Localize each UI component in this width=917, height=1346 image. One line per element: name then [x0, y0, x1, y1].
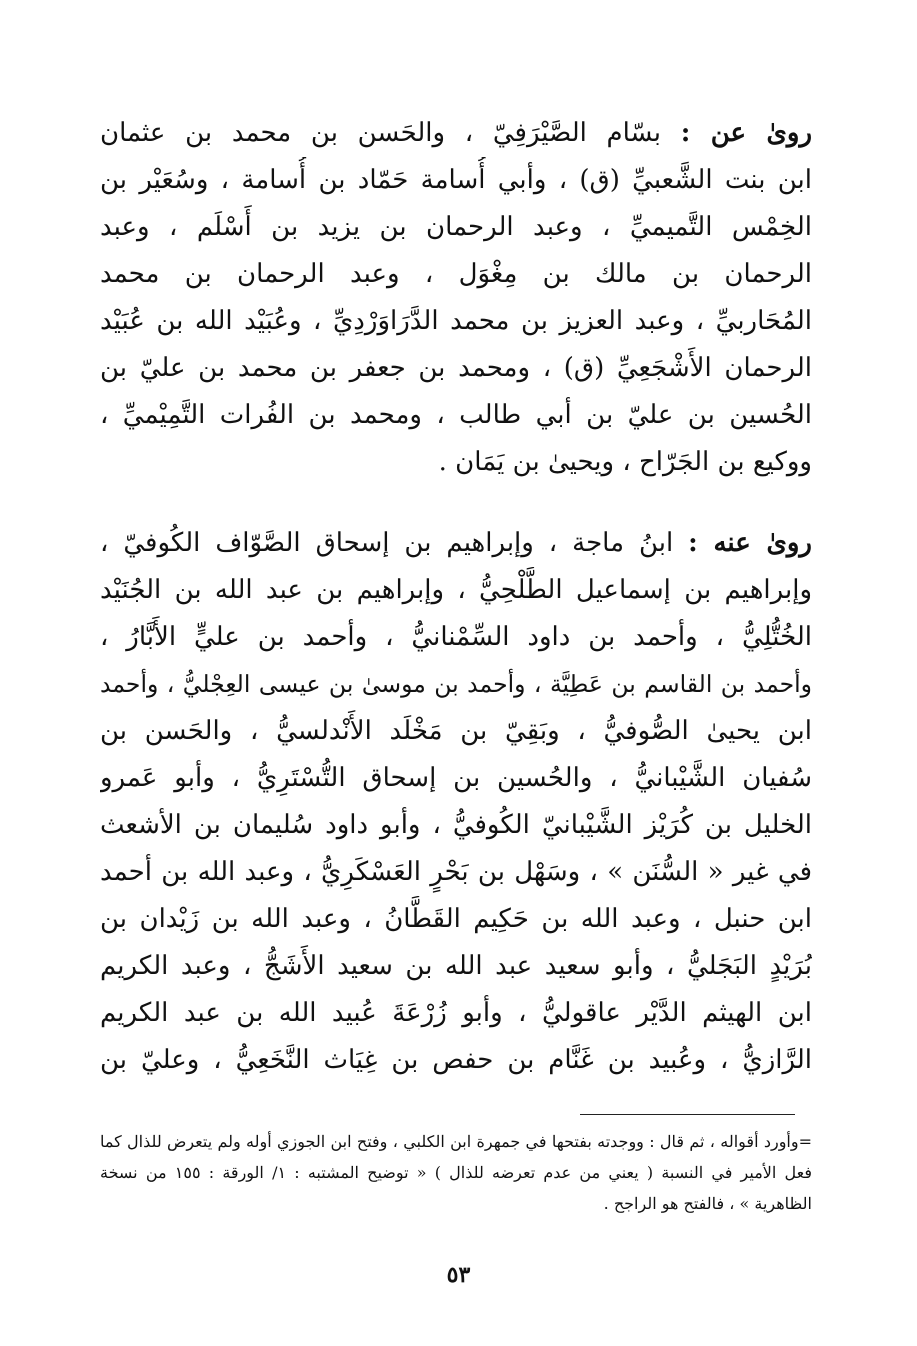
- section-lead: روىٰ عنه :: [688, 528, 812, 558]
- text-line: سُفيان الشَّيْبانيُّ ، والحُسين بن إسحاق التُّسْتَرِيُّ ، وأبو عَمرو: [100, 763, 812, 793]
- text-line: الرَّازيُّ ، وعُبيد بن غَنَّام بن حفص بن غِيَاث النَّخَعِيُّ ، وعليّ بن: [100, 1045, 812, 1075]
- text-line: الخليل بن كُرَيْز الشَّيْبانيّ الكُوفيُّ ، وأبو داود سُليمان بن الأشعث: [100, 810, 812, 840]
- text-line: بُرَيْدٍ البَجَليُّ ، وأبو سعيد عبد الله بن سعيد الأَشَجُّ ، وعبد الكريم: [100, 951, 812, 981]
- text-line: الخُتُّلِيُّ ، وأحمد بن داود السِّمْنانيُّ ، وأحمد بن عليٍّ الأَبَّارُ ،: [100, 622, 812, 652]
- footnote: [100, 1126, 812, 1219]
- footnote-line: الظاهرية » ، فالفتح هو الراجح .: [603, 1194, 812, 1213]
- text-line: وإبراهيم بن إسماعيل الطَّلْحِيُّ ، وإبراهيم بن عبد الله بن الجُنَيْد: [100, 575, 812, 605]
- text-line: وأحمد بن القاسم بن عَطِيَّة ، وأحمد بن موسىٰ بن عيسى العِجْليُّ ، وأحمد: [100, 670, 812, 698]
- narrated-from-paragraph: [100, 110, 812, 486]
- text-line: الرحمان بن مالك بن مِغْوَل ، وعبد الرحمان بن محمد: [100, 259, 812, 289]
- text-line: في غير « السُّنَن » ، وسَهْل بن بَحْرٍ العَسْكَرِيُّ ، وعبد الله بن أحمد: [100, 857, 812, 887]
- text-line: المُحَاربيِّ ، وعبد العزيز بن محمد الدَّرَاوَرْدِيِّ ، وعُبَيْد الله بن عُبَيْد: [100, 306, 812, 336]
- text-line: الخِمْس التَّميميِّ ، وعبد الرحمان بن يزيد بن أَسْلَم ، وعبد: [100, 212, 812, 242]
- page-number: ٥٣: [446, 1262, 471, 1288]
- section-lead: روىٰ عن :: [680, 118, 812, 148]
- text-line: ابن يحيىٰ الصُّوفيُّ ، وبَقِيّ بن مَخْلَد الأَنْدلسيُّ ، والحَسن بن: [100, 716, 812, 746]
- text-line: الرحمان الأَشْجَعِيِّ (ق) ، ومحمد بن جعفر بن محمد بن عليّ بن: [100, 353, 812, 383]
- footnote-divider: [580, 1114, 795, 1115]
- narrated-by-paragraph: [100, 520, 812, 1084]
- text-line: ابن بنت الشَّعبيِّ (ق) ، وأبي أُسامة حَمّاد بن أُسامة ، وسُعَيْر بن: [100, 165, 812, 195]
- text-line: ابن حنبل ، وعبد الله بن حَكِيم القَطَّانُ ، وعبد الله بن زَيْدان بن: [100, 904, 812, 934]
- text-line: روىٰ عن : بسّام الصَّيْرَفِيّ ، والحَسن بن محمد بن عثمان: [100, 118, 812, 148]
- text-line: روىٰ عنه : ابنُ ماجة ، وإبراهيم بن إسحاق الصَّوّاف الكُوفيّ ،: [100, 528, 812, 558]
- footnote-line: فعل الأمير في النسبة ( يعني من عدم تعرضه للذال ) « توضيح المشتبه : ١/ الورقة : ١٥٥ من نسخة: [100, 1163, 812, 1182]
- text-line: الحُسين بن عليّ بن أبي طالب ، ومحمد بن الفُرات التَّمِيْميِّ ،: [100, 400, 812, 430]
- text-line: ووكيع بن الجَرّاح ، ويحيىٰ بن يَمَان .: [438, 447, 812, 477]
- footnote-line: =وأورد أقواله ، ثم قال : ووجدته بفتحها في جمهرة ابن الكلبي ، وفتح ابن الجوزي أوله ولم يتعرض للذال كما: [100, 1132, 812, 1151]
- text-line: ابن الهيثم الدَّيْر عاقوليُّ ، وأبو زُرْعَةَ عُبيد الله بن عبد الكريم: [100, 998, 812, 1028]
